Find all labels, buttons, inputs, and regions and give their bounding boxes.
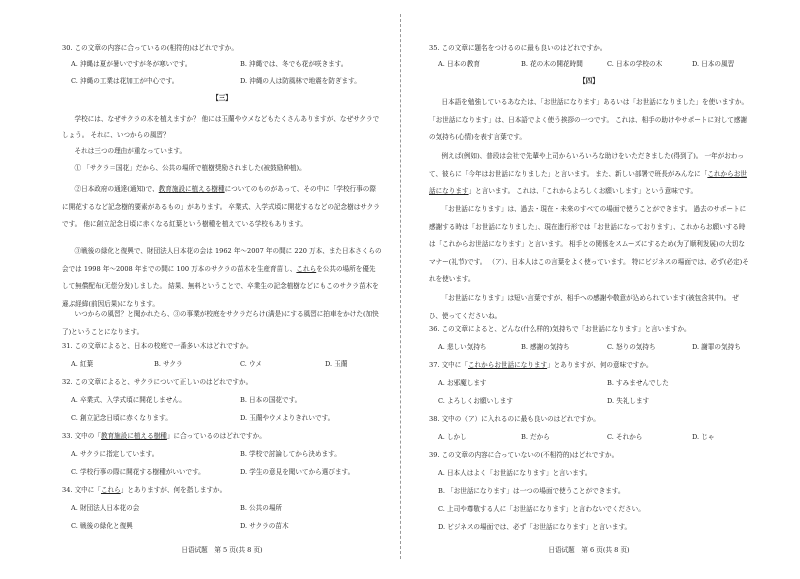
option-b[interactable]: B. 感謝の気持ち: [521, 343, 570, 351]
option-b[interactable]: B. 公共の場所: [240, 504, 283, 512]
option-d[interactable]: D. 玉蘭やウメよりきれいです。: [240, 414, 335, 422]
passage-paragraph: [62, 243, 382, 313]
option-c[interactable]: C. 学校行事の際に開花する樹種がいいです。: [71, 468, 205, 476]
passage-paragraph: [429, 148, 749, 201]
text-run: を公共の場所を優先して無償配布(无偿分发)しました。 結果、無料ということで、卒業生の記念植樹などにもこのサクラ苗木を遜ぶ経緯(前因后果)になります。: [62, 264, 379, 308]
underlined-phrase: 教育施設に植える樹種: [100, 432, 167, 440]
option-b[interactable]: B. 「お世話になります」は一つの場面で使うことができます。: [438, 487, 625, 495]
question-39-stem: 39. この文章の内容に合っていないの(不相符的)はどれですか。: [429, 451, 619, 459]
passage-paragraph: 「お世話になります」は短い言葉ですが、相手への感謝や敬意が込められています(被包含其中)。 ぜひ、使ってくださいね。: [429, 294, 739, 320]
answer-options: [62, 396, 382, 405]
option-b[interactable]: B. だから: [521, 433, 550, 441]
option-c[interactable]: C. よろしくお願いします: [438, 397, 513, 405]
option-b[interactable]: B. 日本の国花です。: [240, 396, 302, 404]
option-d[interactable]: D. 日本の風習: [692, 60, 735, 68]
passage-paragraph: [62, 181, 382, 234]
text-run: ②日本政府の通達(通知)で、: [74, 185, 159, 193]
text-run: 33. 文中の「: [62, 432, 101, 440]
option-d[interactable]: D. 玉蘭: [325, 360, 348, 368]
underlined-phrase: これら: [296, 264, 317, 273]
answer-options: [429, 487, 749, 496]
option-a[interactable]: A. しかし: [438, 433, 467, 441]
question-34-stem: [62, 486, 382, 494]
question-35-stem: 35. この文章に題名をつけるのに最も良いのはどれですか。: [429, 44, 607, 52]
text-run: 」とありますが、何を指しますか。: [120, 486, 227, 494]
option-b[interactable]: B. 沖縄では、冬でも花が咲きます。: [240, 60, 348, 68]
option-b[interactable]: B. 花の木の開花時間: [521, 60, 583, 68]
answer-options: [62, 522, 382, 531]
option-b[interactable]: B. すみませんでした: [607, 379, 669, 387]
question-38-stem: 38. 文中の（ア）に入れるのに最も良いのはどれですか。: [429, 415, 600, 423]
option-a[interactable]: A. 日本人はよく「お世話になります」と言います。: [438, 469, 592, 477]
answer-options: [429, 379, 749, 388]
option-b[interactable]: B. サクラ: [154, 360, 183, 368]
answer-options: [62, 60, 382, 69]
answer-options: [62, 77, 382, 86]
option-d[interactable]: D. 失礼します: [607, 397, 650, 405]
text-run: 34. 文中に「: [62, 486, 101, 494]
option-a[interactable]: A. 沖縄は夏が暑いですが冬が寒いです。: [71, 60, 192, 68]
text-run: ③戦後の緑化と復興で、財団法人日本花の会は 1962 年～2007 年の間に 220 万本、また日本さくらの会では 1998 年～2008 年までの間に 100 万本のサクラの苗木を生産育苗し、: [62, 247, 382, 273]
page-footer-right: 日语试题 第 6 页(共 8 页): [548, 546, 630, 554]
option-a[interactable]: A. サクラに指定しています。: [71, 450, 159, 458]
question-30: [62, 44, 382, 52]
option-d[interactable]: D. 謝罪の気持ち: [692, 343, 741, 351]
answer-options: [62, 468, 382, 477]
answer-options: [429, 60, 749, 69]
question-31-stem: 31. この文章によると、日本の校庭で一番多い木はどれですか。: [62, 342, 253, 350]
text-run: 37. 文中に「: [429, 361, 468, 369]
passage-paragraph: ① 「サクラ＝国花」だから、公共の場所で植樹奨励されました(被鼓励种植)。: [74, 164, 306, 172]
answer-options: [62, 450, 382, 459]
option-b[interactable]: B. 学校で討論してから決めます。: [240, 450, 341, 458]
text-run: 」と言います。 これは、「これからよろしくお願いします」という意味です。: [468, 187, 698, 195]
passage-paragraph: 「お世話になります」は、過去・現在・未来のすべての場面で使うことができます。 過去のサポートに感謝する時は「お世話になりました」、現在進行形では「お世話になっております」、これからお願いする時は「これからお世話になります」と言います。 相手との関係をスムーズにするため(为了顺利发展)の大切なマナー(礼节)です。 （ア）、日本人はこの言葉をよく使っています。 特にビジネスの場面では、必ず(必定)それを使います。: [429, 205, 749, 283]
section-heading: 【三】: [212, 94, 232, 102]
underlined-phrase: これからお世話になります: [429, 169, 747, 195]
option-c[interactable]: C. 日本の学校の木: [607, 60, 663, 68]
option-c[interactable]: C. 戦後の緑化と復興: [71, 522, 133, 530]
answer-options: [429, 343, 749, 352]
text-run: 例えば(例如)、普段は会社で先輩や上司からいろいろな助けをいただきました(得到了)。 一年がおわって、彼らに「今年はお世話になりました」と言います。 また、新しい部署で班長がみんなに「: [429, 152, 744, 178]
section-heading: 【四】: [579, 77, 599, 85]
answer-options: [429, 505, 749, 514]
answer-options: [429, 523, 749, 532]
question-33-stem: [62, 432, 382, 440]
option-a[interactable]: A. 日本の教育: [438, 60, 480, 68]
option-a[interactable]: A. 卒業式、入学式頃に開花しません。: [71, 396, 186, 404]
passage-paragraph: 日本語を勉強しているあなたは、「お世話になります」あるいは「お世話になりました」を使いますか。 「お世話になります」は、日本語でよく使う挨拶の一つです。 これは、相手の助けやサポートに対して感謝の気持ち(心情)を表す言葉です。: [429, 98, 749, 141]
page-footer-left: 日语试题 第 5 页(共 8 页): [181, 546, 263, 554]
option-a[interactable]: A. 財団法人日本花の会: [71, 504, 140, 512]
answer-options: [62, 504, 382, 513]
option-a[interactable]: A. お邪魔します: [438, 379, 487, 387]
answer-options: [429, 469, 749, 478]
option-c[interactable]: C. それから: [607, 433, 643, 441]
answer-options: [62, 360, 382, 369]
option-c[interactable]: C. 沖縄の工業は花加工が中心です。: [71, 77, 179, 85]
underlined-phrase: これら: [100, 486, 121, 494]
answer-options: [62, 414, 382, 423]
option-c[interactable]: C. 創立記念日頃に赤くなります。: [71, 414, 172, 422]
question-37-stem: [429, 361, 749, 369]
page-divider: [400, 14, 401, 559]
option-a[interactable]: A. 悲しい気持ち: [438, 343, 487, 351]
answer-options: [429, 433, 749, 442]
option-d[interactable]: D. 沖縄の人は防風林で地震を防ぎます。: [240, 77, 361, 85]
passage-paragraph: 学校には、なぜサクラの木を植えますか？ 他には玉蘭やウメなどもたくさんありますが、なぜサクラでしょう。 それに、いつからの風習？: [62, 115, 380, 139]
option-c[interactable]: C. ウメ: [240, 360, 262, 368]
option-d[interactable]: D. ビジネスの場面では、必ず「お世話になります」と言います。: [438, 523, 632, 531]
option-d[interactable]: D. 学生の意見を聞いてから選びます。: [240, 468, 355, 476]
question-32-stem: 32. この文章によると、サクラについて正しいのはどれですか。: [62, 378, 253, 386]
text-run: についてのものがあって、その中に「学校行事の際に開花するなど記念樹的要素があるもの」があります。 卒業式、入学式頃に開花するなどの記念樹はサクラです。 他に創立記念日頃に赤くなる紅葉という樹種を植えている学校もあります。: [62, 185, 380, 228]
underlined-phrase: 教育施設に植える樹種: [158, 185, 225, 193]
passage-paragraph: いつからの風習？と聞かれたら、③の事業が校庭をサクラだらけ(满是)にする風習に拍車をかけた(加快了)ということになります。: [62, 310, 379, 336]
underlined-phrase: これからお世話になります: [467, 361, 548, 369]
text-run: 」とありますが、何の意味ですか。: [547, 361, 653, 369]
text-run: 」に合っているのはどれですか。: [166, 432, 266, 440]
question-36-stem: 36. この文章によると、どんな(什么样的)気持ちで「お世話になります」と言いますか。: [429, 325, 691, 333]
option-d[interactable]: D. じゃ: [692, 433, 715, 441]
answer-options: [429, 397, 749, 406]
option-c[interactable]: C. 怒りの気持ち: [607, 343, 656, 351]
passage-paragraph: それは三つの理由が重なっています。: [74, 147, 187, 155]
option-d[interactable]: D. サクラの苗木: [240, 522, 289, 530]
option-a[interactable]: A. 紅葉: [71, 360, 94, 368]
option-c[interactable]: C. 上司や尊敬する人に「お世話になります」と言わないでください。: [438, 505, 645, 513]
question-stem: 30. この文章の内容に合っているの(相符的)はどれですか。: [62, 44, 238, 52]
